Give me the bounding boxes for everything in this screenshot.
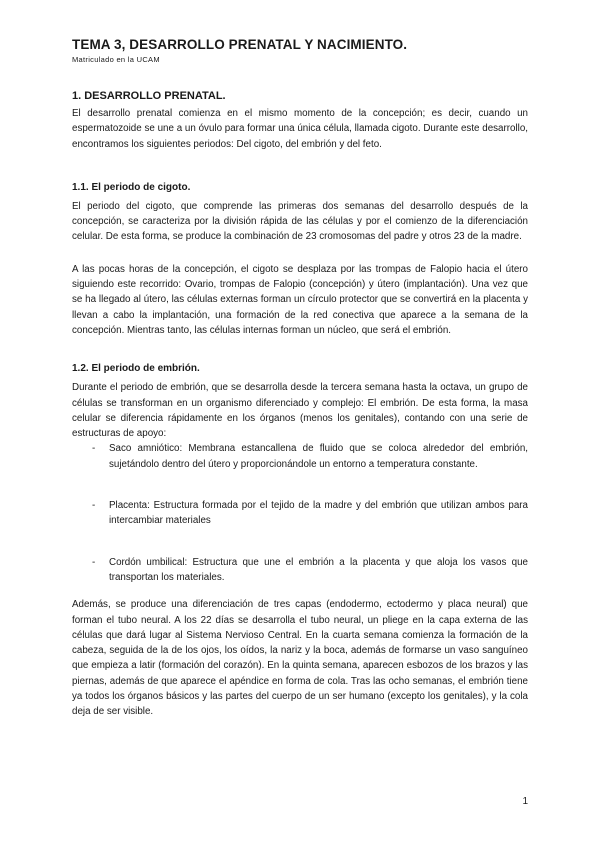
section-1-1-paragraph-2: A las pocas horas de la concepción, el cigoto se desplaza por las trompas de Falopio hacia el útero siguiendo este recorrido: Ovario, trompas de Falopio (concepción) y útero (implantación). Una vez que se ha llegado al útero, las células externas forman un círculo protector que se convertirá en la placenta y llevan a cabo la implantación, una formación de la red conectiva que aparece a la semana de la concepción. Mientras tanto, las células internas forman un núcleo, que será el embrión. — [72, 263, 528, 336]
document-page — [72, 37, 528, 720]
page-number: 1 — [522, 796, 528, 807]
document-subtitle: Matriculado en la UCAM — [72, 55, 160, 64]
section-1-intro: El desarrollo prenatal comienza en el mismo momento de la concepción; es decir, cuando un espermatozoide se une a un óvulo para formar una única célula, llamada cigoto. Durante este desarrollo, encontramos los siguientes periodos: Del cigoto, del embrión y del feto. — [72, 108, 528, 150]
section-1-heading: 1. DESARROLLO PRENATAL. — [72, 90, 226, 102]
list-item: - Cordón umbilical: Estructura que une el embrión a la placenta y que aloja los vasos que transportan los materiales. — [92, 555, 528, 586]
section-1-1-paragraph-1: El periodo del cigoto, que comprende las primeras dos semanas del desarrollo después de la concepción, se caracteriza por la división rápida de las células y por el comienzo de la diferenciación celular. De esta forma, se produce la combinación de 23 cromosomas del padre y otros 23 de la madre. — [72, 200, 528, 243]
list-spacer — [92, 529, 528, 555]
list-item: - Saco amniótico: Membrana estancallena de fluido que se coloca alrededor del embrión, sujetándolo dentro del útero y proporcionándole un entorno a temperatura constante. — [92, 441, 528, 472]
section-1-2-heading: 1.2. El periodo de embrión. — [72, 363, 200, 375]
list-spacer — [92, 472, 528, 498]
document-title: TEMA 3, DESARROLLO PRENATAL Y NACIMIENTO. — [72, 37, 408, 52]
list-item: - Placenta: Estructura formada por el tejido de la madre y del embrión que utilizan ambos para intercambiar materiales — [92, 498, 528, 529]
section-1-2-paragraph-1: Durante el periodo de embrión, que se desarrolla desde la tercera semana hasta la octava, un grupo de células se transforman en un organismo diferenciado y complejo: El embrión. De esta forma, la masa celular se diferencia rápidamente en los órganos (menos los genitales), contando con una serie de estructuras de apoyo: — [72, 382, 528, 440]
section-1-2-paragraph-2: Además, se produce una diferenciación de tres capas (endodermo, ectodermo y placa neural) que forman el tubo neural. A los 22 días se desarrolla el tubo neural, un pliege en la capa externa de las células que dará lugar al Sistema Nervioso Central. En la cuarta semana comienza la formación de la cabeza, seguida de la de los ojos, los oídos, la nariz y la boca, además de formarse un vaso sanguíneo que empieza a latir (formación del corazón). En la quinta semana, aparecen esbozos de los brazos y las piernas, además de que aparece el apéndice en forma de cola. Tras las ocho semanas, el embrión tiene ya todos los órganos básicos y las partes del cuerpo de un ser humano (excepto los genitales), y la cola deja de ser visible. — [72, 599, 528, 718]
section-1-1-heading: 1.1. El periodo de cigoto. — [72, 181, 191, 193]
support-structures-list — [92, 441, 528, 585]
